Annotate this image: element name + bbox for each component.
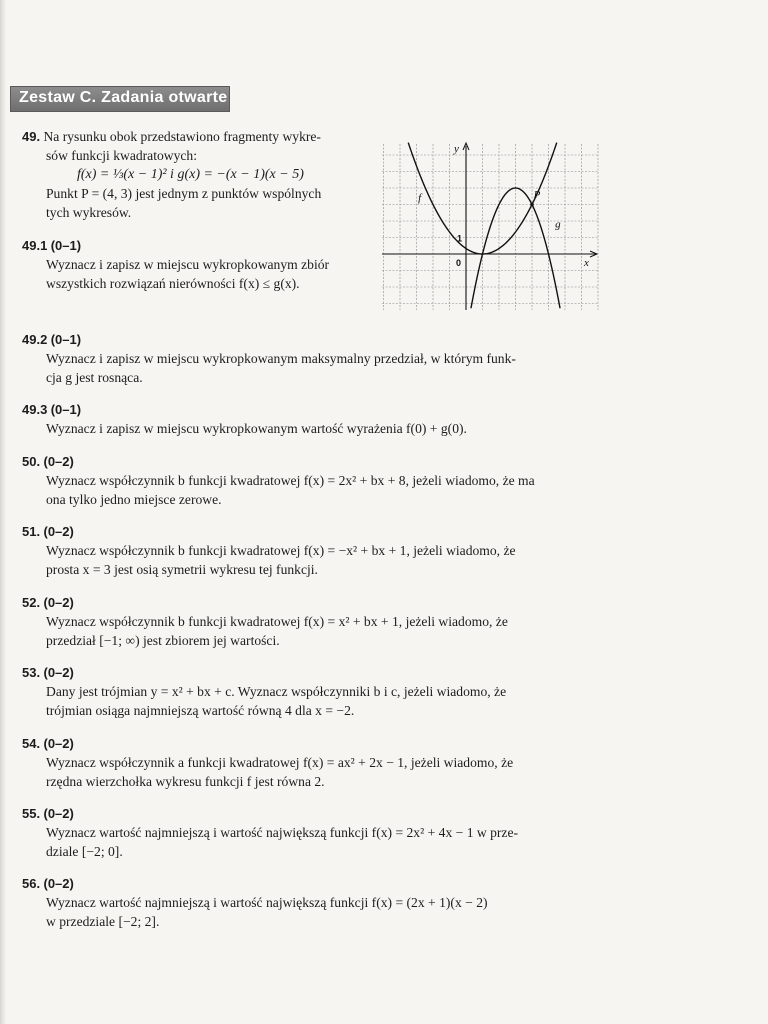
task-49-formula: f(x) = ⅓(x − 1)² i g(x) = −(x − 1)(x − 5) <box>77 167 304 182</box>
task-text: w przedziale [−2; 2]. <box>46 914 160 929</box>
task-points: (0–2) <box>43 524 74 539</box>
task-points: (0–1) <box>50 332 82 347</box>
task-number: 49.3 <box>22 402 48 417</box>
task-text: trójmian osiąga najmniejszą wartość równą 4 dla x = −2. <box>46 703 355 718</box>
task-number: 51. <box>22 524 41 539</box>
task-points: (0–2) <box>43 665 74 680</box>
task-text: Wyznacz i zapisz w miejscu wykropkowanym wartość wyrażenia f(0) + g(0). <box>46 421 467 436</box>
task-text: ona tylko jedno miejsce zerowe. <box>46 492 222 507</box>
task-number: 54. <box>22 736 41 751</box>
task-text: Wyznacz współczynnik b funkcji kwadratowej f(x) = 2x² + bx + 8, jeżeli wiadomo, że ma <box>46 473 535 488</box>
task-text: cja g jest rosnąca. <box>46 370 143 385</box>
task-text: wszystkich rozwiązań nierówności f(x) ≤ g(x). <box>46 276 300 291</box>
task-49-3 <box>22 400 467 438</box>
p-label: P <box>533 188 541 201</box>
task-number: 49. <box>22 129 41 144</box>
page-edge <box>0 0 6 1024</box>
f-label: f <box>418 192 422 205</box>
task-text: Wyznacz współczynnik b funkcji kwadratowej f(x) = −x² + bx + 1, jeżeli wiadomo, że <box>46 543 516 558</box>
task-54 <box>22 734 513 791</box>
task-text: Dany jest trójmian y = x² + bx + c. Wyznacz współczynniki b i c, jeżeli wiadomo, że <box>46 684 507 699</box>
task-text: Wyznacz wartość najmniejszą i wartość największą funkcji f(x) = (2x + 1)(x − 2) <box>46 895 488 910</box>
graph-svg <box>380 140 600 312</box>
g-label: g <box>555 218 561 231</box>
y-axis-label: y <box>454 143 459 155</box>
origin-label: 0 <box>456 258 462 268</box>
task-51 <box>22 522 516 579</box>
function-graph <box>380 140 600 312</box>
task-49-line4: tych wykresów. <box>46 205 132 220</box>
task-text: prosta x = 3 jest osią symetrii wykresu tej funkcji. <box>46 562 318 577</box>
task-points: (0–2) <box>43 736 74 751</box>
task-49-2 <box>22 330 516 387</box>
section-title: Zestaw C. Zadania otwarte <box>19 89 228 106</box>
task-number: 52. <box>22 595 41 610</box>
task-56 <box>22 874 488 931</box>
task-49 <box>22 127 372 222</box>
graph-grid <box>382 140 598 310</box>
unit-label: 1 <box>457 233 463 244</box>
task-number: 56. <box>22 876 41 891</box>
task-50 <box>22 452 535 509</box>
task-53 <box>22 663 506 720</box>
task-number: 49.2 <box>22 332 48 347</box>
task-52 <box>22 593 508 650</box>
curve-g <box>471 188 560 308</box>
task-points: (0–2) <box>43 595 74 610</box>
task-points: (0–1) <box>50 238 82 253</box>
task-number: 49.1 <box>22 238 48 253</box>
task-49-1 <box>22 236 329 293</box>
task-49-line3: Punkt P = (4, 3) jest jednym z punktów wspólnych <box>46 186 322 201</box>
task-text: przedział [−1; ∞) jest zbiorem jej wartości. <box>46 633 280 648</box>
task-text: Wyznacz i zapisz w miejscu wykropkowanym zbiór <box>46 257 330 272</box>
task-text: Wyznacz współczynnik b funkcji kwadratowej f(x) = x² + bx + 1, jeżeli wiadomo, że <box>46 614 508 629</box>
task-text: Wyznacz i zapisz w miejscu wykropkowanym maksymalny przedział, w którym funk- <box>46 351 516 366</box>
x-axis-label: x <box>584 257 589 269</box>
point-p <box>530 203 534 207</box>
task-number: 53. <box>22 665 41 680</box>
task-text: Wyznacz współczynnik a funkcji kwadratowej f(x) = ax² + 2x − 1, jeżeli wiadomo, że <box>46 755 514 770</box>
task-49-line2: sów funkcji kwadratowych: <box>46 148 198 163</box>
task-points: (0–2) <box>43 454 74 469</box>
section-header <box>10 86 230 112</box>
task-text: Wyznacz wartość najmniejszą i wartość największą funkcji f(x) = 2x² + 4x − 1 w prze- <box>46 825 519 840</box>
task-number: 55. <box>22 806 41 821</box>
task-55 <box>22 804 518 861</box>
task-points: (0–2) <box>43 876 74 891</box>
task-number: 50. <box>22 454 41 469</box>
task-text: dziale [−2; 0]. <box>46 844 123 859</box>
task-points: (0–2) <box>43 806 74 821</box>
task-points: (0–1) <box>50 402 82 417</box>
task-text: rzędna wierzchołka wykresu funkcji f jest równa 2. <box>46 774 325 789</box>
task-49-line1: Na rysunku obok przedstawiono fragmenty wykre- <box>43 129 321 144</box>
